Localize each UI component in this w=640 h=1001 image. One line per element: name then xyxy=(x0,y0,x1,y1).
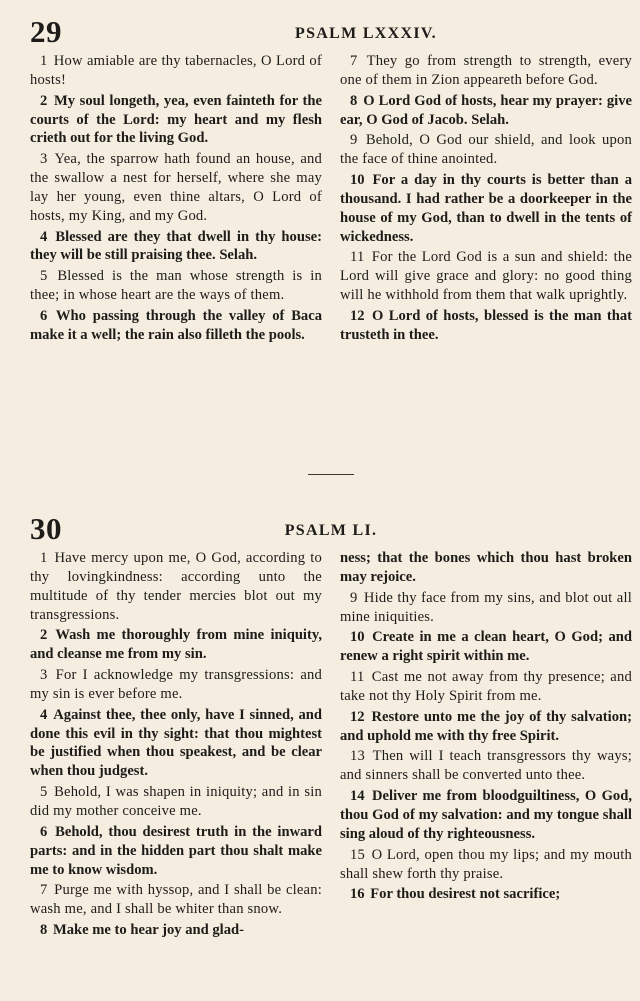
verse xyxy=(30,228,322,266)
verse-number: 3 xyxy=(40,667,48,684)
psalm-section-30 xyxy=(30,511,632,942)
verse-text: Who passing through the valley of Baca make it a well; the rain also filleth the pools. xyxy=(30,307,323,343)
verse xyxy=(340,628,632,666)
verse xyxy=(340,668,632,706)
verse xyxy=(30,549,322,624)
verse xyxy=(30,150,322,225)
verse-number: 2 xyxy=(40,92,48,109)
verse xyxy=(340,885,632,904)
verse-text: Yea, the sparrow hath found an house, and the swallow a nest for herself, where she may lay her young, even thine altars, O Lord of hosts, my King, and my God. xyxy=(30,151,322,224)
verse xyxy=(340,589,632,627)
verse xyxy=(30,823,322,880)
verse-text: They go from strength to strength, every one of them in Zion appeareth before God. xyxy=(340,53,632,88)
verse xyxy=(340,307,632,345)
right-column xyxy=(340,549,632,942)
verse-number: 7 xyxy=(40,882,48,899)
section-divider xyxy=(308,474,354,475)
verse-text: Then will I teach transgressors thy ways; and sinners shall be converted unto thee. xyxy=(340,748,632,784)
verse-text: Blessed are they that dwell in thy house: they will be still praising thee. Selah. xyxy=(30,228,322,264)
verse-number: 10 xyxy=(350,629,365,646)
verse-text: O Lord God of hosts, hear my prayer: give ear, O God of Jacob. Selah. xyxy=(340,92,632,128)
verse-number: 2 xyxy=(40,627,48,644)
verse-text: For thou desirest not sacrifice; xyxy=(370,886,561,903)
verse-number: 8 xyxy=(350,92,358,109)
verse-columns xyxy=(30,52,632,347)
verse xyxy=(340,787,632,844)
verse-text: Hide thy face from my sins, and blot out all mine iniquities. xyxy=(340,589,632,625)
verse-number: 11 xyxy=(350,249,365,266)
verse xyxy=(30,783,322,821)
verse-text: Wash me thoroughly from mine iniquity, and cleanse me from my sin. xyxy=(30,627,322,663)
section-header xyxy=(30,511,632,547)
verse-text: Against thee, thee only, have I sinned, and done this evil in thy sight: that thou mightest be justified when thou speakest, and be clear when thou judgest. xyxy=(30,706,322,780)
verse-number: 8 xyxy=(40,922,48,939)
verse-number: 9 xyxy=(350,132,358,149)
right-column xyxy=(340,52,632,347)
verse xyxy=(30,706,322,781)
verse xyxy=(340,92,632,130)
verse xyxy=(30,267,322,305)
verse-number: 11 xyxy=(350,669,365,686)
verse xyxy=(340,846,632,884)
verse-number: 14 xyxy=(350,788,365,805)
verse-text: Purge me with hyssop, and I shall be clean: wash me, and I shall be whiter than snow. xyxy=(30,882,322,918)
verse-text: Cast me not away from thy presence; and take not thy Holy Spirit from me. xyxy=(340,669,632,704)
verse xyxy=(340,131,632,169)
psalm-title: PSALM LI. xyxy=(284,522,378,539)
verse xyxy=(340,747,632,785)
verse-number: 3 xyxy=(40,151,48,168)
verse xyxy=(30,307,322,345)
verse xyxy=(340,171,632,246)
verse-number: 6 xyxy=(40,307,48,324)
verse-text: My soul longeth, yea, even fainteth for the courts of the Lord: my heart and my flesh crieth out for the living God. xyxy=(30,92,322,147)
verse-number: 1 xyxy=(40,53,48,69)
verse xyxy=(30,92,322,149)
verse xyxy=(340,549,632,587)
verse xyxy=(30,881,322,919)
verse-number: 4 xyxy=(40,228,48,245)
verse-text: Make me to hear joy and glad- xyxy=(52,922,245,939)
verse-text: Behold, thou desirest truth in the inward parts: and in the hidden part thou shalt make me to know wisdom. xyxy=(30,823,322,878)
verse xyxy=(30,921,322,940)
verse-number: 12 xyxy=(350,708,365,725)
left-column xyxy=(30,52,322,347)
verse-text: For the Lord God is a sun and shield: the Lord will give grace and glory: no good thing will he withhold from them that walk uprightly. xyxy=(340,249,632,304)
verse-number: 6 xyxy=(40,823,48,840)
verse-number: 4 xyxy=(40,706,48,723)
verse-columns xyxy=(30,549,632,942)
verse-text: Deliver me from bloodguiltiness, O God, thou God of my salvation: and my tongue shall sing aloud of thy righteousness. xyxy=(340,788,632,842)
verse-text: O Lord of hosts, blessed is the man that trusteth in thee. xyxy=(340,307,632,343)
verse-number: 10 xyxy=(350,172,365,189)
verse-text: For I acknowledge my transgressions: and my sin is ever before me. xyxy=(30,667,322,702)
verse-text: Behold, O God our shield, and look upon the face of thine anointed. xyxy=(340,132,632,168)
verse-text: For a day in thy courts is better than a thousand. I had rather be a doorkeeper in the house of my God, than to dwell in the tents of wickedness. xyxy=(340,172,632,245)
verse xyxy=(340,248,632,305)
verse-number: 16 xyxy=(350,886,365,903)
verse-text: How amiable are thy tabernacles, O Lord of hosts! xyxy=(30,53,322,88)
verse xyxy=(340,52,632,90)
psalm-title: PSALM LXXXIV. xyxy=(295,25,437,42)
verse xyxy=(340,708,632,746)
verse-text: ness; that the bones which thou hast broken may rejoice. xyxy=(340,550,632,585)
psalm-section-29 xyxy=(30,14,632,347)
verse-text: O Lord, open thou my lips; and my mouth shall shew forth thy praise. xyxy=(340,846,632,882)
verse-number: 9 xyxy=(350,589,358,606)
verse-text: Behold, I was shapen in iniquity; and in sin did my mother conceive me. xyxy=(30,784,322,819)
verse-number: 7 xyxy=(350,53,358,69)
verse-number: 5 xyxy=(40,268,48,285)
verse-number: 5 xyxy=(40,784,48,801)
left-column xyxy=(30,549,322,942)
section-header xyxy=(30,14,632,50)
verse xyxy=(30,52,322,90)
verse-text: Create in me a clean heart, O God; and renew a right spirit within me. xyxy=(340,629,632,665)
verse-number: 15 xyxy=(350,846,365,863)
verse xyxy=(30,626,322,664)
verse-text: Restore unto me the joy of thy salvation; and uphold me with thy free Spirit. xyxy=(340,708,632,744)
selection-number: 29 xyxy=(30,14,62,49)
verse-text: Have mercy upon me, O God, according to thy lovingkindness: according unto the multitude of thy tender mercies blot out my transgressions. xyxy=(30,550,322,623)
verse xyxy=(30,666,322,704)
verse-number: 13 xyxy=(350,748,365,765)
verse-number: 12 xyxy=(350,307,365,324)
selection-number: 30 xyxy=(30,511,62,546)
verse-number: 1 xyxy=(40,550,48,566)
verse-text: Blessed is the man whose strength is in thee; in whose heart are the ways of them. xyxy=(30,268,322,304)
